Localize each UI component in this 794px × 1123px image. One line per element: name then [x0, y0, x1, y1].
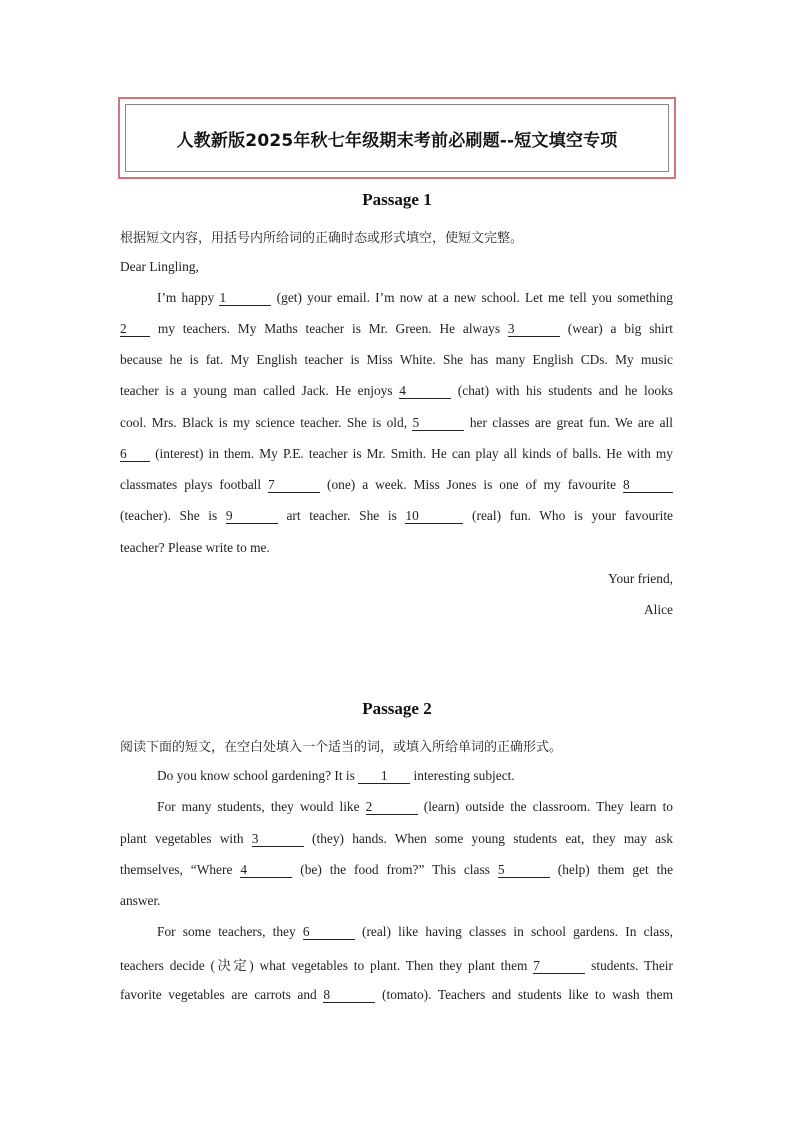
text-segment: I’m happy	[157, 290, 220, 305]
passage2-line-7	[120, 955, 673, 974]
passage2-line-6	[120, 924, 673, 940]
passage2-line-5: answer.	[120, 893, 161, 908]
text-segment: cool. Mrs. Black is my science teacher. She is old,	[120, 415, 413, 430]
blank-6: 6	[120, 447, 150, 462]
passage1-line-8	[120, 508, 673, 524]
text-segment: (teacher). She is	[120, 508, 226, 523]
text-segment: plant vegetables with	[120, 831, 252, 846]
text-segment: (they) hands. When some young students eat, they may ask	[303, 831, 673, 846]
passage2-line-2	[120, 799, 673, 815]
blank-4: 4	[240, 863, 292, 878]
text-segment: (real) like having classes in school gardens. In class,	[354, 924, 673, 939]
blank-5: 5	[412, 416, 464, 431]
text-segment: themselves, “Where	[120, 862, 241, 877]
passage1-line-3: because he is fat. My English teacher is Miss White. She has many English CDs. My music	[120, 352, 673, 367]
passage1-line-2	[120, 321, 673, 337]
text-segment: my teachers. My Maths teacher is Mr. Green. He always	[150, 321, 508, 336]
passage1-instruction: 根据短文内容，用括号内所给词的正确时态或形式填空，使短文完整。	[120, 231, 524, 246]
passage1-line-1	[120, 290, 673, 306]
text-segment: teacher is a young man called Jack. He enjoys	[120, 383, 400, 398]
blank-8: 8	[623, 478, 673, 493]
text-segment: (real) fun. Who is your favourite	[463, 508, 673, 523]
text-segment: (chat) with his students and he looks	[451, 383, 673, 398]
text-segment: (tomato). Teachers and students like to wash them	[375, 987, 673, 1002]
text-segment: students. Their	[585, 958, 673, 973]
letter-closing: Your friend,	[608, 571, 673, 586]
blank-1: 1	[219, 291, 271, 306]
passage2-title: Passage 2	[362, 699, 432, 718]
passage2-line-3	[120, 831, 673, 847]
text-segment: (be) the food from?” This class	[292, 862, 498, 877]
blank-7: 7	[533, 959, 585, 974]
text-segment: (wear) a big shirt	[559, 321, 674, 336]
text-segment: (interest) in them. My P.E. teacher is Mr. Smith. He can play all kinds of balls. He with my	[150, 446, 673, 461]
blank-6: 6	[303, 925, 355, 940]
text-segment: teachers decide (决定) what vegetables to plant. Then they plant them	[120, 958, 534, 973]
blank-9: 9	[226, 509, 278, 524]
passage1-line-6	[120, 446, 673, 462]
blank-5: 5	[498, 863, 550, 878]
text-segment: (learn) outside the classroom. They learn to	[417, 799, 673, 814]
document-title: 人教新版2025年秋七年级期末考前必刷题--短文填空专项	[176, 130, 618, 151]
passage1-line-5	[120, 415, 673, 431]
blank-8: 8	[323, 988, 375, 1003]
text-segment: art teacher. She is	[277, 508, 406, 523]
text-segment: favorite vegetables are carrots and	[120, 987, 324, 1002]
passage2-line-1	[120, 768, 673, 784]
blank-10: 10	[405, 509, 463, 524]
text-segment: classmates plays football	[120, 477, 269, 492]
passage1-greeting: Dear Lingling,	[120, 259, 199, 274]
text-segment: (help) them get the	[549, 862, 674, 877]
blank-2: 2	[366, 800, 418, 815]
text-segment: For many students, they would like	[157, 799, 366, 814]
blank-3: 3	[508, 322, 560, 337]
passage1-title: Passage 1	[362, 190, 432, 209]
blank-2: 2	[120, 322, 150, 337]
blank-7: 7	[268, 478, 320, 493]
passage2-line-8	[120, 987, 673, 1003]
text-segment: her classes are great fun. We are all	[464, 415, 673, 430]
text-segment: (one) a week. Miss Jones is one of my favourite	[320, 477, 623, 492]
passage2-line-4	[120, 862, 673, 878]
title-frame	[125, 104, 669, 172]
text-segment: For some teachers, they	[157, 924, 303, 939]
text-segment: (get) your email. I’m now at a new school. Let me tell you something	[271, 290, 673, 305]
blank-1: 1	[358, 769, 410, 784]
passage1-line-7	[120, 477, 673, 493]
letter-signature: Alice	[644, 602, 673, 617]
blank-4: 4	[399, 384, 451, 399]
text-segment: interesting subject.	[410, 768, 515, 783]
title-box	[118, 97, 676, 179]
passage2-instruction: 阅读下面的短文，在空白处填入一个适当的词，或填入所给单词的正确形式。	[120, 740, 563, 755]
text-segment: Do you know school gardening? It is	[157, 768, 359, 783]
passage1-line-4	[120, 383, 673, 399]
blank-3: 3	[252, 832, 304, 847]
passage1-line-9: teacher? Please write to me.	[120, 540, 270, 555]
